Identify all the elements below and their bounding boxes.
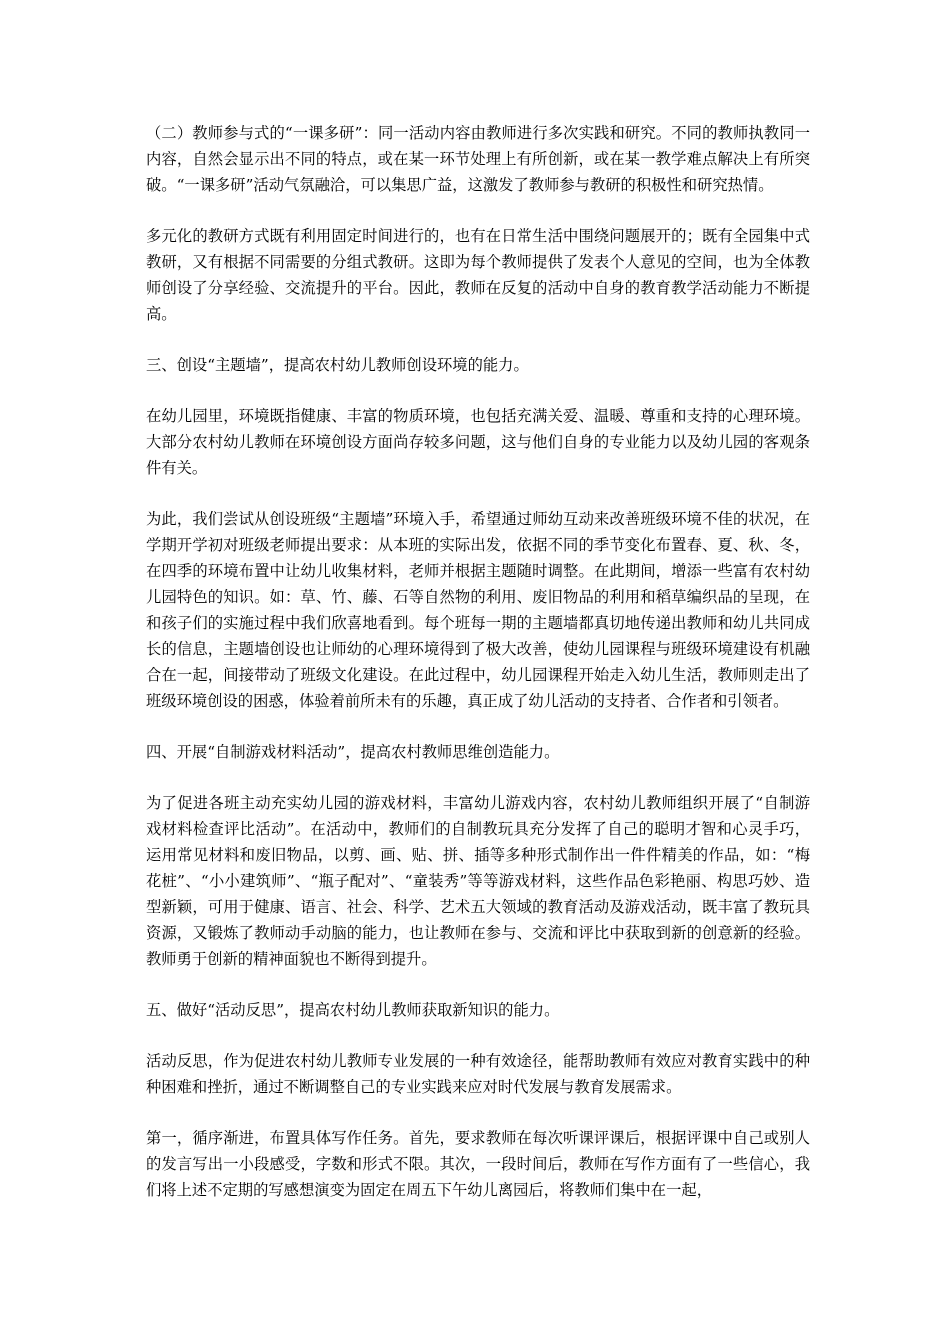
paragraph-reflection-intro: 活动反思，作为促进农村幼儿教师专业发展的一种有效途径，能帮助教师有效应对教育实践中的种种困难和挫折，通过不断调整自己的专业实践来应对时代发展与教育发展需求。 xyxy=(146,1052,810,1096)
paragraph-kindergarten-environment: 在幼儿园里，环境既指健康、丰富的物质环境，也包括充满关爱、温暖、尊重和支持的心理环境。大部分农村幼儿教师在环境创设方面尚存较多问题，这与他们自身的专业能力以及幼儿园的客观条件有关。 xyxy=(146,407,810,477)
paragraph-writing-tasks: 第一，循序渐进，布置具体写作任务。首先，要求教师在每次听课评课后，根据评课中自己或别人的发言写出一小段感受，字数和形式不限。其次，一段时间后，教师在写作方面有了一些信心，我们将上述不定期的写感想演变为固定在周五下午幼儿离园后，将教师们集中在一起， xyxy=(146,1129,810,1199)
paragraph-theme-wall-practice: 为此，我们尝试从创设班级“主题墙”环境入手，希望通过师幼互动来改善班级环境不佳的状况，在学期开学初对班级老师提出要求：从本班的实际出发，依据不同的季节变化布置春、夏、秋、冬，在四季的环境布置中让幼儿收集材料，老师并根据主题随时调整。在此期间，增添一些富有农村幼儿园特色的知识。如：草、竹、藤、石等自然物的利用、废旧物品的利用和稻草编织品的呈现，在和孩子们的实施过程中我们欣喜地看到。每个班每一期的主题墙都真切地传递出教师和幼儿共同成长的信息，主题墙创设也让师幼的心理环境得到了极大改善，使幼儿园课程与班级环境建设有机融合在一起，间接带动了班级文化建设。在此过程中，幼儿园课程开始走入幼儿生活，教师则走出了班级环境创设的困惑，体验着前所未有的乐趣，真正成了幼儿活动的支持者、合作者和引领者。 xyxy=(146,510,810,710)
document-body xyxy=(146,120,810,1203)
section-heading-theme-wall: 三、创设“主题墙”，提高农村幼儿教师创设环境的能力。 xyxy=(146,356,529,374)
section-heading-game-materials: 四、开展“自制游戏材料活动”，提高农村教师思维创造能力。 xyxy=(146,743,560,761)
section-heading-activity-reflection: 五、做好“活动反思”，提高农村幼儿教师获取新知识的能力。 xyxy=(146,1001,560,1019)
paragraph-teacher-participation: （二）教师参与式的“一课多研”：同一活动内容由教师进行多次实践和研究。不同的教师执教同一内容，自然会显示出不同的特点，或在某一环节处理上有所创新，或在某一教学难点解决上有所突破。“一课多研”活动气氛融洽，可以集思广益，这激发了教师参与教研的积极性和研究热情。 xyxy=(146,124,810,194)
paragraph-game-materials-activity: 为了促进各班主动充实幼儿园的游戏材料，丰富幼儿游戏内容，农村幼儿教师组织开展了“自制游戏材料检查评比活动”。在活动中，教师们的自制教玩具充分发挥了自己的聪明才智和心灵手巧，运用常见材料和废旧物品，以剪、画、贴、拼、插等多种形式制作出一件件精美的作品，如：“梅花桩”、“小小建筑师”、“瓶子配对”、“童装秀”等等游戏材料，这些作品色彩艳丽、构思巧妙、造型新颖，可用于健康、语言、社会、科学、艺术五大领域的教育活动及游戏活动，既丰富了教玩具资源，又锻炼了教师动手动脑的能力，也让教师在参与、交流和评比中获取到新的创意新的经验。教师勇于创新的精神面貌也不断得到提升。 xyxy=(146,794,810,968)
paragraph-diversified-research: 多元化的教研方式既有利用固定时间进行的，也有在日常生活中围绕问题展开的；既有全园集中式教研，又有根据不同需要的分组式教研。这即为每个教师提供了发表个人意见的空间，也为全体教师创设了分享经验、交流提升的平台。因此，教师在反复的活动中自身的教育教学活动能力不断提高。 xyxy=(146,227,810,323)
